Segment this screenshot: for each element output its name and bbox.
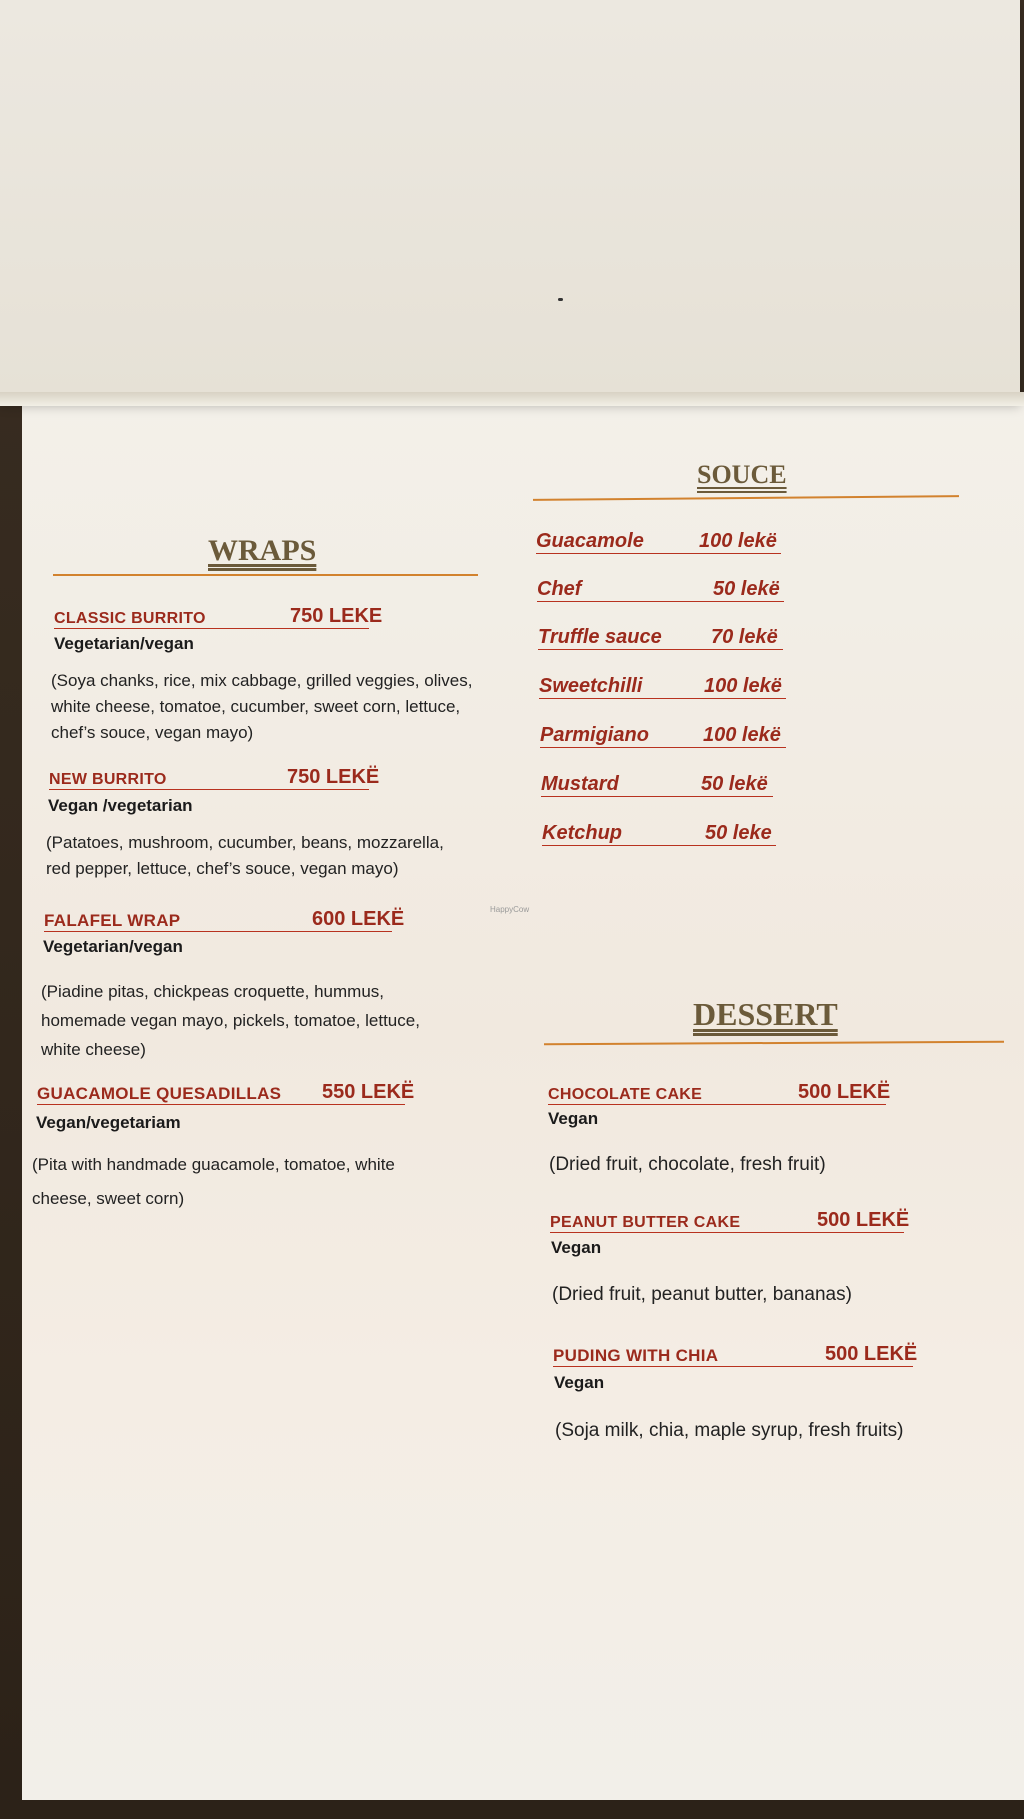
- sauce-price: 100 lekë: [704, 675, 782, 697]
- souce-section: [500, 0, 1024, 1000]
- sauce-item: [537, 575, 784, 602]
- sauce-item: [536, 527, 781, 554]
- sauce-name: Mustard: [541, 773, 619, 795]
- desc-line: (Soya chanks, rice, mix cabbage, grilled veggies, olives,: [51, 671, 473, 690]
- item-price: 600 LEKË: [312, 908, 405, 930]
- watermark: HappyCow: [490, 905, 530, 914]
- desc-line: red pepper, lettuce, chef’s souce, vegan mayo): [46, 859, 399, 878]
- sauce-item: [541, 770, 773, 797]
- desc-line: (Patatoes, mushroom, cucumber, beans, mozzarella,: [46, 833, 444, 852]
- item-dietary: Vegan/vegetariam: [36, 1113, 181, 1132]
- item-name: CLASSIC BURRITO: [54, 610, 206, 627]
- sauce-price: 100 lekë: [699, 530, 777, 552]
- sauce-price: 70 lekë: [711, 626, 778, 648]
- wraps-section: [0, 0, 500, 1819]
- desc-line: white cheese): [41, 1040, 146, 1059]
- wraps-title: WRAPS: [208, 534, 317, 567]
- sauce-item: [539, 672, 786, 699]
- item-price: 550 LEKË: [322, 1081, 415, 1103]
- menu-item-header: [553, 1342, 918, 1367]
- sauce-name: Truffle sauce: [538, 626, 662, 648]
- item-name: CHOCOLATE CAKE: [548, 1086, 703, 1103]
- desc-line: (Pita with handmade guacamole, tomatoe, white: [32, 1155, 395, 1174]
- item-description: [552, 1282, 852, 1308]
- item-price: 500 LEKË: [817, 1209, 910, 1231]
- desc-line: (Soja milk, chia, maple syrup, fresh fruits): [555, 1420, 904, 1441]
- item-price: 500 LEKË: [798, 1081, 891, 1103]
- sauce-price: 50 lekë: [701, 773, 768, 795]
- item-name: GUACAMOLE QUESADILLAS: [37, 1084, 282, 1103]
- item-dietary: Vegan: [548, 1109, 599, 1128]
- item-dietary: Vegetarian/vegan: [54, 634, 194, 653]
- desc-line: chef’s souce, vegan mayo): [51, 723, 254, 742]
- item-description: [51, 668, 472, 746]
- item-description: [549, 1152, 826, 1178]
- menu-item-header: [548, 1080, 891, 1105]
- sauce-name: Chef: [537, 578, 582, 600]
- item-name: NEW BURRITO: [49, 771, 167, 788]
- sauce-item: [538, 623, 783, 650]
- item-dietary: Vegetarian/vegan: [43, 937, 183, 956]
- item-name: PUDING WITH CHIA: [553, 1346, 719, 1365]
- dessert-section: [500, 980, 1024, 1480]
- desc-line: (Dried fruit, peanut butter, bananas): [552, 1284, 852, 1305]
- dessert-title: DESSERT: [693, 996, 838, 1032]
- desc-line: (Piadine pitas, chickpeas croquette, hummus,: [41, 982, 385, 1001]
- sauce-item: [540, 721, 786, 748]
- wraps-rule: [53, 574, 478, 576]
- souce-rule: [533, 495, 959, 501]
- item-name: PEANUT BUTTER CAKE: [550, 1214, 741, 1231]
- sauce-name: Guacamole: [536, 530, 644, 552]
- item-price: 500 LEKË: [825, 1343, 918, 1365]
- item-dietary: Vegan /vegetarian: [48, 796, 193, 815]
- sauce-price: 100 lekë: [703, 724, 781, 746]
- dessert-rule: [544, 1041, 1004, 1045]
- item-name: FALAFEL WRAP: [44, 911, 181, 930]
- sauce-price: 50 lekë: [713, 578, 780, 600]
- menu-item-header: [550, 1208, 910, 1233]
- item-description: [46, 830, 444, 882]
- item-description: [32, 1148, 395, 1216]
- menu-item-header: [44, 907, 405, 932]
- sauce-name: Parmigiano: [540, 724, 649, 746]
- sauce-item: [542, 819, 776, 846]
- sauce-name: Ketchup: [542, 822, 622, 844]
- desc-line: white cheese, tomatoe, cucumber, sweet corn, lettuce,: [51, 697, 461, 716]
- item-description: [41, 977, 420, 1064]
- menu-item-header: [37, 1080, 415, 1105]
- souce-title: SOUCE: [697, 460, 787, 489]
- desc-line: homemade vegan mayo, pickels, tomatoe, lettuce,: [41, 1011, 420, 1030]
- item-price: 750 LEKE: [290, 605, 383, 627]
- desc-line: (Dried fruit, chocolate, fresh fruit): [549, 1154, 826, 1175]
- menu-item-header: [54, 605, 383, 629]
- sauce-price: 50 leke: [705, 822, 772, 844]
- item-price: 750 LEKË: [287, 766, 380, 788]
- desc-line: cheese, sweet corn): [32, 1189, 185, 1208]
- sauce-name: Sweetchilli: [539, 675, 643, 697]
- item-description: [555, 1418, 903, 1444]
- item-dietary: Vegan: [554, 1373, 605, 1392]
- item-dietary: Vegan: [551, 1238, 602, 1257]
- menu-item-header: [49, 766, 380, 790]
